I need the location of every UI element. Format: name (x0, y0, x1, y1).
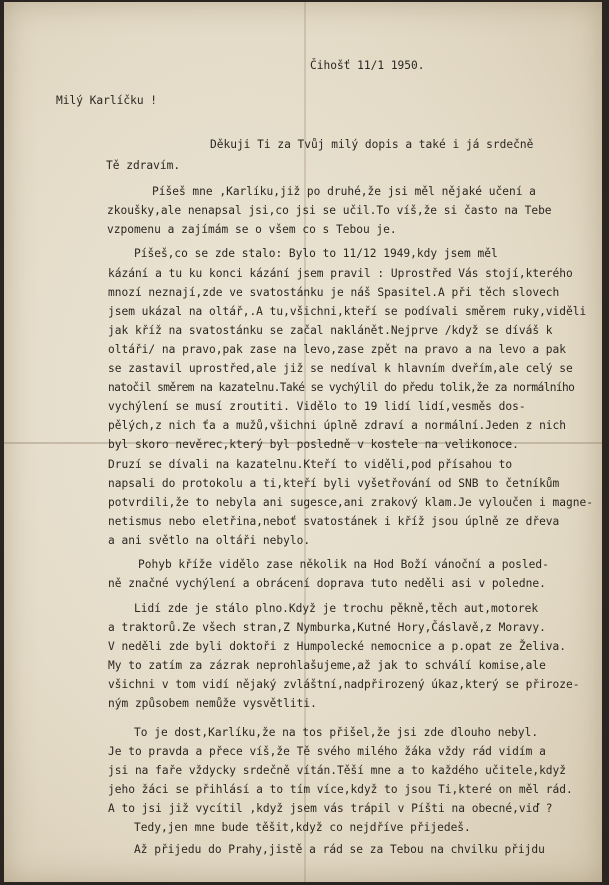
letter-line: Tedy,jen mne bude těšit,když co nejdříve přijedeš. (134, 821, 471, 834)
letter-text (4, 2, 602, 882)
letter-line: byl skoro nevěrec,který byl posledně v kostele na velikonoce. (108, 438, 519, 451)
letter-line: To je dost,Karlíku,že na tos přišel,že jsi zde dlouho nebyl. (134, 726, 539, 739)
letter-date: Čihošť 11/1 1950. (310, 59, 425, 72)
letter-line: netismus nebo eletřina,neboť svatostánek i kříž jsou úplně ze dřeva (108, 515, 560, 528)
letter-line: jeho žáci se přihlásí a to tím více,když to jsou Ti,které on měl rád. (108, 783, 573, 796)
letter-line: Píšeš mne ,Karlíku,již po druhé,že jsi měl nějaké učení a (152, 185, 536, 198)
letter-line: natočil směrem na kazatelnu.Také se vychýlil do předu tolik,že za normálního (108, 381, 575, 394)
letter-line: My to zatím za zázrak neprohlašujeme,až jak to schválí komise,ale (108, 659, 546, 672)
letter-paper (4, 2, 602, 882)
letter-line: a ani světlo na oltáři nebylo. (108, 534, 311, 547)
letter-line: Až přijedu do Prahy,jistě a rád se za Tebou na chvilku přijdu (134, 843, 545, 856)
letter-line: pělých,z nich ťa a mužů,všichni úplně zdraví a normální.Jeden z nich (108, 419, 567, 432)
letter-line: potvrdili,že to nebyla ani sugesce,ani zrakový klam.Je vyloučen i magne- (108, 496, 593, 509)
letter-line: Děkuji Ti za Tvůj milý dopis a také i já srdečně (210, 138, 534, 151)
letter-line: jak kříž na svatostánku se začal naklánět.Nejprve /když se díváš k (108, 324, 553, 337)
letter-line: Tě zdravím. (106, 159, 181, 172)
letter-line: se zastavil uprostřed,ale již se nedíval k hlavním dveřím,ale celý se (108, 362, 573, 375)
letter-line: jsem ukázal na oltář,.A tu,všichni,kteří se podívali směrem ruky,viděli (108, 305, 587, 318)
letter-line: ně značné vychýlení a obrácení doprava tuto neděli asi v poledne. (108, 577, 546, 590)
letter-line: mnozí neznají,zde ve svatostánku je náš Spasitel.A při těch slovech (108, 286, 560, 299)
letter-line: Druzí se dívali na kazatelnu.Kteří to viděli,pod přísahou to (108, 458, 513, 471)
letter-line: jsi na faře vždycky srdečně vítán.Těší mne a to každého učitele,když (108, 764, 567, 777)
letter-line: zkoušky,ale nenapsal jsi,co jsi se učil.To víš,že si často na Tebe (107, 204, 552, 217)
letter-line: vychýlení se musí zroutiti. Vidělo to 19 lidí lidí,vesměs dos- (108, 400, 526, 413)
letter-line: a traktorů.Ze všech stran,Z Nymburka,Kutné Hory,Čáslavě,z Moravy. (108, 621, 546, 634)
letter-line: všichni v tom vidí nějaký zvláštní,nadpřirozený úkaz,který se přiroze- (108, 678, 580, 691)
letter-line: Lidí zde je stálo plno.Když je trochu pěkně,těch aut,motorek (134, 602, 539, 615)
letter-line: ným způsobem nemůže vysvětliti. (108, 697, 317, 710)
letter-line: A to jsi již vycítil ,když jsem vás trápil v Píšti na obecné,viď ? (108, 802, 553, 815)
letter-line: Je to pravda a přece víš,že Tě svého milého žáka vždy rád vidím a (108, 745, 546, 758)
letter-line: napsali do protokolu a ti,kteří byli vyšetřování od SNB to četníkům (108, 477, 560, 490)
letter-line: Píšeš,co se zde stalo: Bylo to 11/12 1949,kdy jsem měl (134, 247, 498, 260)
letter-line: oltáři/ na pravo,pak zase na levo,zase zpět na pravo a na levo a pak (108, 343, 567, 356)
letter-salutation: Milý Karlíčku ! (56, 94, 158, 107)
letter-line: V neděli zde byli doktoři z Humpolecké nemocnice a p.opat ze Želiva. (108, 640, 567, 653)
letter-line: Pohyb kříže vidělo zase několik na Hod Boží vánoční a posled- (138, 558, 549, 571)
letter-line: kázání a tu ku konci kázání jsem pravil : Uprostřed Vás stojí,kterého (108, 267, 573, 280)
letter-line: vzpomenu a zajímám se o všem co s Tebou je. (107, 223, 397, 236)
